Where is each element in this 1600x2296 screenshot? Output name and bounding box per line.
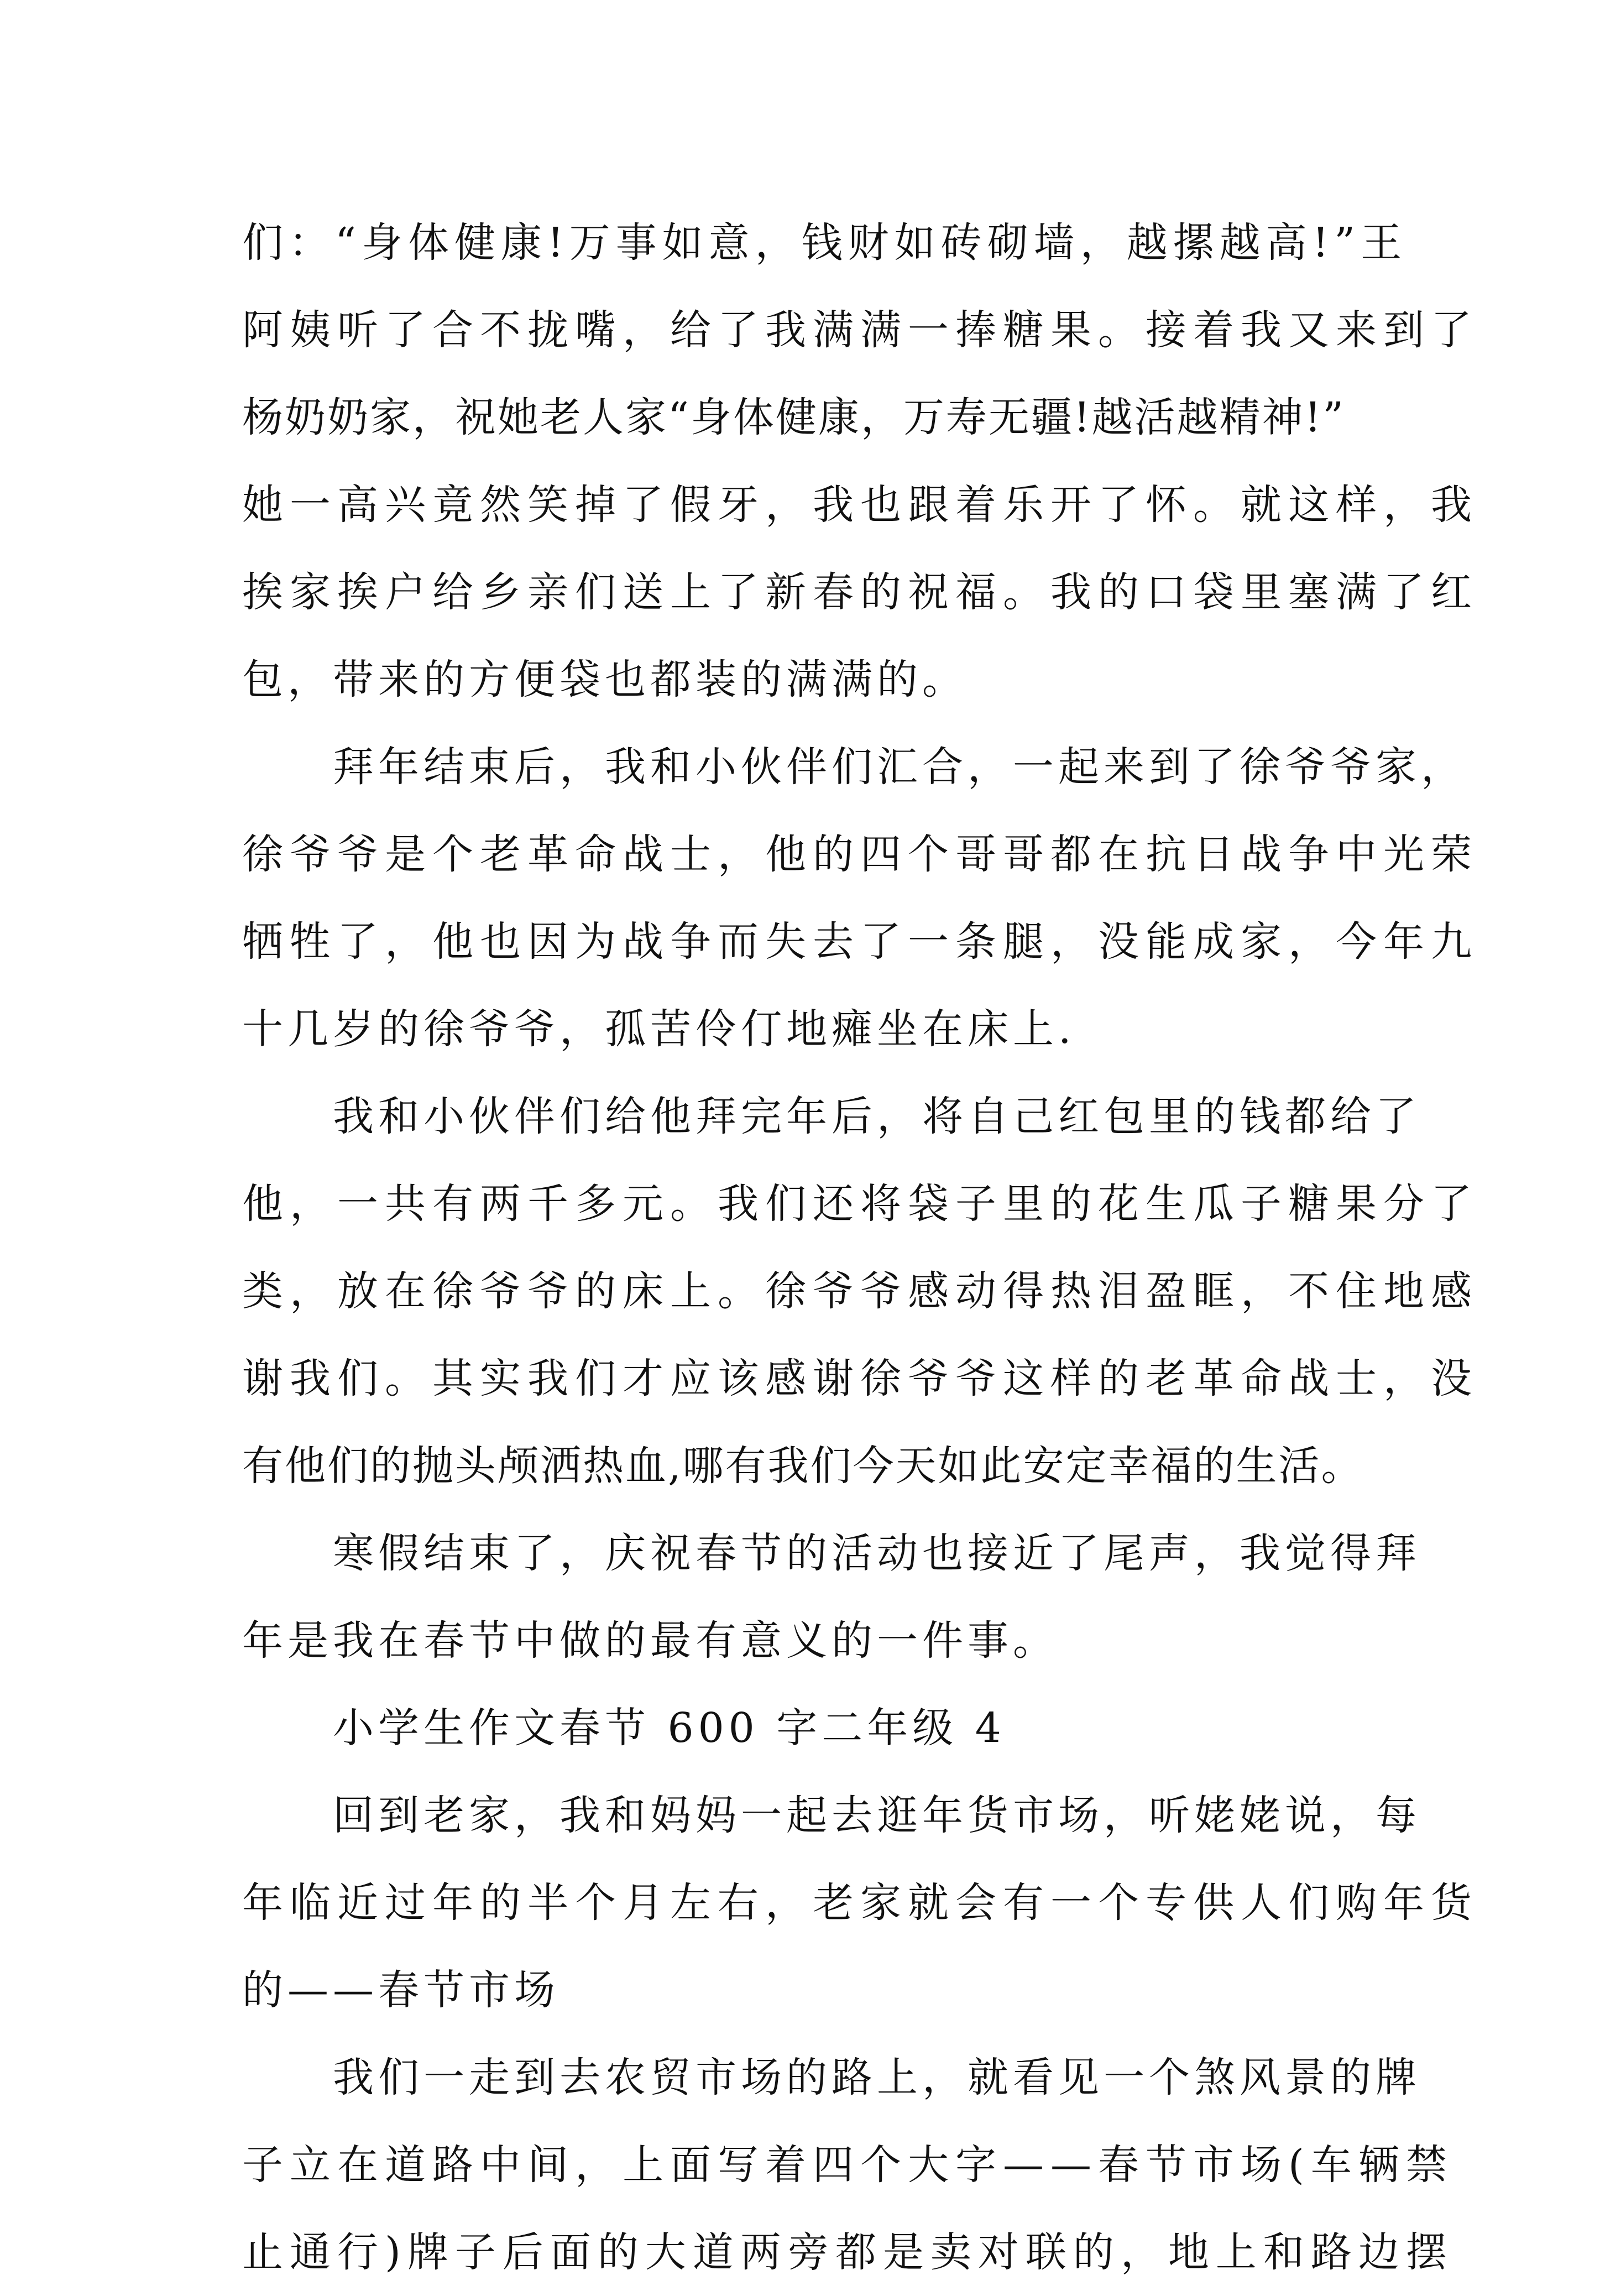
section-heading: 小学生作文春节 600 字二年级 4 xyxy=(333,1704,1006,1752)
text-line: 十几岁的徐爷爷，孤苦伶仃地瘫坐在床上. xyxy=(242,1005,1076,1053)
text-line: 的——春节市场 xyxy=(242,1966,560,2014)
text-line: 杨奶奶家，祝她老人家“身体健康，万寿无疆!越活越精神!” xyxy=(242,394,1346,441)
text-line: 寒假结束了，庆祝春节的活动也接近了尾声，我觉得拜 xyxy=(333,1530,1421,1577)
text-line: 她一高兴竟然笑掉了假牙，我也跟着乐开了怀。就这样，我 xyxy=(242,481,1478,529)
text-line: 牺牲了，他也因为战争而失去了一条腿，没能成家，今年九 xyxy=(242,918,1478,966)
text-line: 挨家挨户给乡亲们送上了新春的祝福。我的口袋里塞满了红 xyxy=(242,568,1478,616)
text-line: 徐爷爷是个老革命战士，他的四个哥哥都在抗日战争中光荣 xyxy=(242,831,1478,878)
text-line: 年临近过年的半个月左右，老家就会有一个专供人们购年货 xyxy=(242,1879,1478,1927)
document-body xyxy=(242,199,1478,2296)
text-line: 止通行)牌子后面的大道两旁都是卖对联的，地上和路边摆 xyxy=(242,2229,1453,2276)
text-line: 我们一走到去农贸市场的路上，就看见一个煞风景的牌 xyxy=(333,2054,1421,2101)
text-line: 年是我在春节中做的最有意义的一件事。 xyxy=(242,1617,1058,1664)
text-line: 们：“身体健康!万事如意，钱财如砖砌墙，越摞越高!”王 xyxy=(242,219,1408,267)
text-line: 包，带来的方便袋也都装的满满的。 xyxy=(242,656,968,703)
text-line: 类，放在徐爷爷的床上。徐爷爷感动得热泪盈眶，不住地感 xyxy=(242,1267,1478,1315)
text-line: 子立在道路中间，上面写着四个大字——春节市场(车辆禁 xyxy=(242,2141,1453,2189)
text-line: 我和小伙伴们给他拜完年后，将自己红包里的钱都给了 xyxy=(333,1093,1421,1140)
text-line: 谢我们。其实我们才应该感谢徐爷爷这样的老革命战士，没 xyxy=(242,1355,1478,1402)
text-line: 有他们的抛头颅洒热血,哪有我们今天如此安定幸福的生活。 xyxy=(242,1442,1364,1490)
text-line: 拜年结束后，我和小伙伴们汇合，一起来到了徐爷爷家， xyxy=(333,743,1466,791)
text-line: 他，一共有两千多元。我们还将袋子里的花生瓜子糖果分了 xyxy=(242,1180,1478,1228)
text-line: 阿姨听了合不拢嘴，给了我满满一捧糖果。接着我又来到了 xyxy=(242,306,1478,354)
text-line: 回到老家，我和妈妈一起去逛年货市场，听姥姥说，每 xyxy=(333,1792,1421,1839)
